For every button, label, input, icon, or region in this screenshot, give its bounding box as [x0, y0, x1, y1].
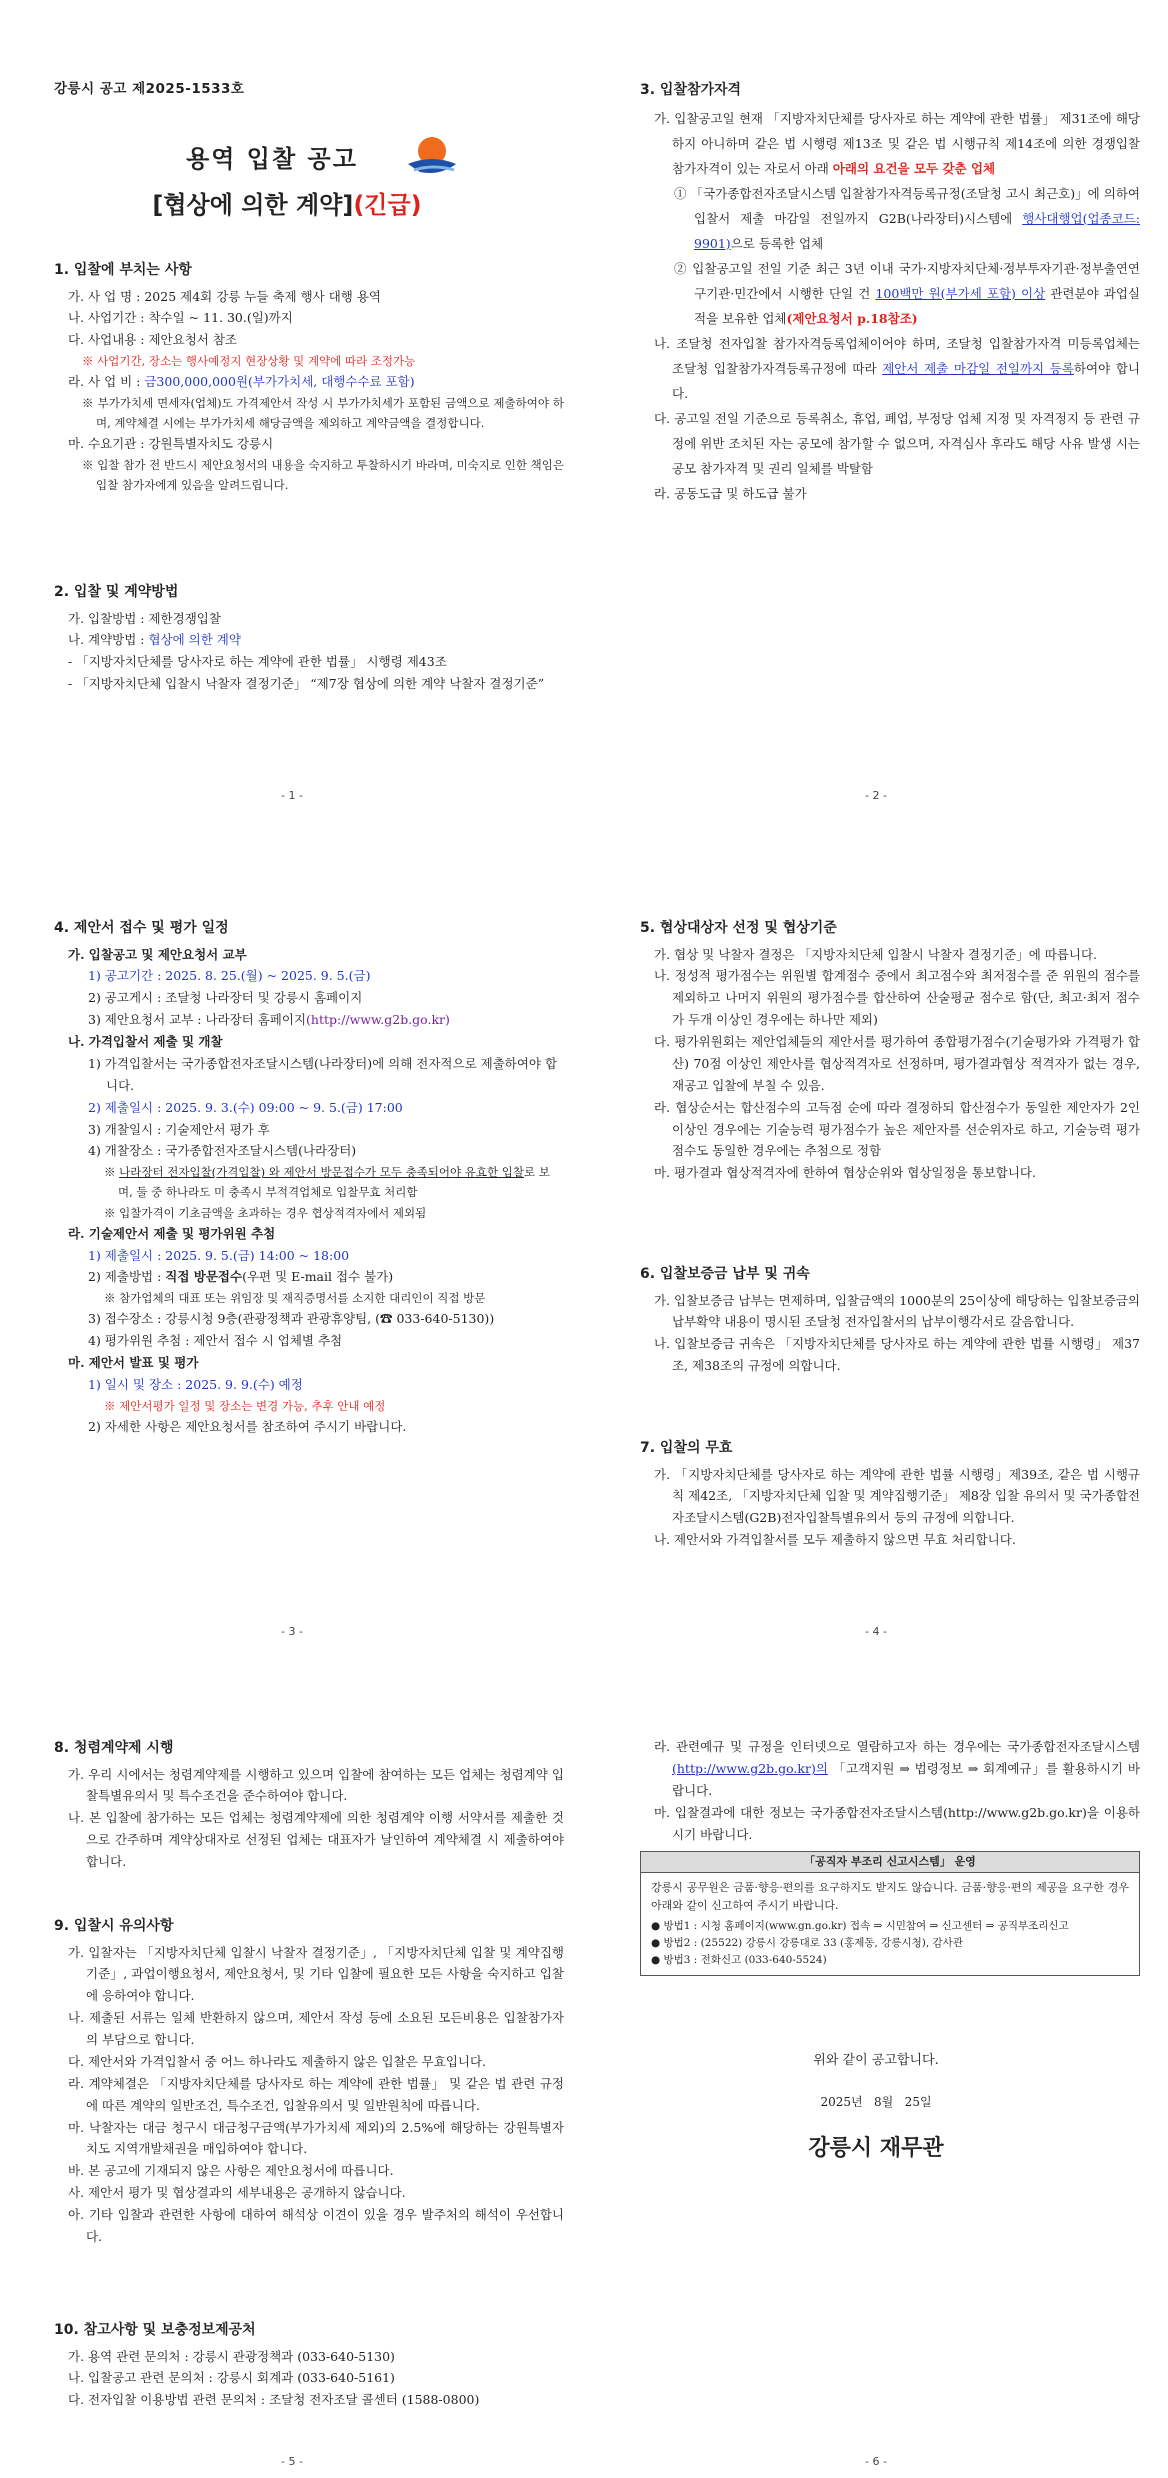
eligibility-a2-text: ② 입찰공고일 전일 기준 최근 3년 이내 국가·지방자치단체·정부투자기관·정부출연연구기관·민간에서 시행한 단일 건 [674, 260, 1140, 301]
caution-g: 사. 제안서 평가 및 협상결과의 세부내용은 공개하지 않습니다. [68, 2185, 406, 2201]
notice-period: 1) 공고기간 : 2025. 8. 25.(월) ~ 2025. 9. 5.(금) [88, 968, 371, 984]
section-title: 2. 입찰 및 계약방법 [54, 584, 179, 600]
page-2 [584, 0, 1168, 826]
submission-method-value: 직접 방문접수 [165, 1269, 243, 1285]
caution-b: 나. 제출된 서류는 일체 반환하지 않으며, 제안서 작성 등에 소요된 모든비용은 입찰참가자의 부담으로 합니다. [68, 2010, 564, 2047]
eligibility-a1 [674, 181, 1140, 256]
criteria-reference: - 「지방자치단체 입찰시 낙찰자 결정기준」 “제7장 협상에 의한 계약 낙찰자 결정기준” [68, 676, 545, 692]
page-number: - 6 - [865, 2455, 887, 2468]
caution-a: 가. 입찰자는 「지방자치단체 입찰시 낙찰자 결정기준」, 「지방자치단체 입찰 및 계약집행기준」, 과업이행요청서, 제안요청서, 및 기타 입찰에 필요한 모든 사항을 숙지하고 입찰에 응하여야 합니다. [68, 1944, 564, 2004]
submission-method [88, 1266, 564, 1288]
schedule-d: 마. 제안서 발표 및 평가 [68, 1355, 199, 1371]
budget-label: 라. 사 업 비 : [68, 374, 145, 390]
note-mark: ※ [104, 1165, 120, 1180]
reference-d-text: 라. 관련예규 및 규정을 인터넷으로 열람하고자 하는 경우에는 국가종합전자조달시스템 [654, 1739, 1140, 1754]
invalid-b: 나. 제안서와 가격입찰서를 모두 제출하지 않으면 무효 처리합니다. [654, 1532, 1016, 1548]
page-title: 용역 입찰 공고 [186, 145, 358, 173]
performance-amount: 100백만 원(부가세 포함) 이상 [875, 285, 1046, 301]
section-4 [54, 916, 564, 1438]
page-number: - 1 - [281, 789, 303, 802]
price-bid-submission: 1) 가격입찰서는 국가종합전자조달시스템(나라장터)에 의해 전자적으로 제출하여야 합니다. [88, 1055, 558, 1093]
registration-deadline: 제안서 제출 마감일 전일까지 등록 [882, 360, 1074, 376]
schedule-change-note: ※ 제안서평가 일정 및 장소는 변경 가능, 추후 안내 예정 [104, 1398, 386, 1413]
closing-text: 위와 같이 공고합니다. [813, 2053, 939, 2068]
valid-bid-underline: 나라장터 전자입찰(가격입찰) 와 제안서 방문접수가 모두 충족되어야 유효한 입찰 [119, 1165, 524, 1180]
section-title: 4. 제안서 접수 및 평가 일정 [54, 920, 229, 936]
eligibility-c: 다. 공고일 전일 기준으로 등록취소, 휴업, 폐업, 부정당 업체 지정 및 자격정지 등 관련 규정에 위반 조치된 자는 공모에 참가할 수 없으며, 자격심사 후라도 해당 사유 발생 시는 공모 참가자격 및 권리 일체를 박탈함 [654, 410, 1140, 476]
contact-notice: 나. 입찰공고 관련 문의처 : 강릉시 회계과 (033-640-5161) [68, 2370, 395, 2386]
announce-date: 2025년 8월 25일 [820, 2095, 932, 2109]
eligibility-a [654, 106, 1140, 181]
eligibility-d: 라. 공동도급 및 하도급 불가 [654, 485, 807, 501]
proposal-ref: (제안요청서 p.18참조) [786, 310, 918, 326]
eligibility-a2-mid: 관련분야 과업실적을 보유한 업체 [694, 285, 1140, 326]
presentation-date: 1) 일시 및 장소 : 2025. 9. 9.(수) 예정 [88, 1377, 303, 1392]
submission-method-tail: (우편 및 E-mail 접수 불가) [242, 1269, 394, 1285]
reference-e: 마. 입찰결과에 대한 정보는 국가종합전자조달시스템(http://www.g2b.go.kr)을 이용하시기 바랍니다. [654, 1804, 1140, 1842]
reference-d [654, 1736, 1140, 1802]
report-system-box [640, 1851, 1140, 1975]
details-ref: 2) 자세한 사항은 제안요청서를 참조하여 주시기 바랍니다. [88, 1419, 407, 1434]
signer: 강릉시 재무관 [808, 2136, 944, 2161]
report-method-1: ● 방법1 : 시청 홈페이지(www.gn.go.kr) 접속 ⇒ 시민참여 ⇒ 신고센터 ⇒ 공직부조리신고 [651, 1920, 1069, 1933]
caution-e: 마. 낙찰자는 대금 청구시 대금청구금액(부가가치세 제외)의 2.5%에 해당하는 강원특별자치도 지역개발채권을 매입하여야 합니다. [68, 2119, 564, 2157]
client-org: 마. 수요기관 : 강원특별자치도 강릉시 [68, 436, 274, 452]
industry-code: 행사대행업(업종코드: 9901) [694, 210, 1140, 251]
negotiation-e: 마. 평가결과 협상적격자에 한하여 협상순위와 협상일정을 통보합니다. [654, 1165, 1036, 1181]
project-content: 다. 사업내용 : 제안요청서 참조 [68, 332, 237, 348]
rfp-distribution [88, 1009, 564, 1031]
page-subtitle [0, 184, 584, 226]
eligibility-a-text: 가. 입찰공고일 현재 「지방자치단체를 당사자로 하는 계약에 관한 법률」 제31조에 해당하지 아니하며 같은 법 시행령 제13조 및 같은 법 시행규칙 제14조에 의한 경쟁입찰 참가자격이 있는 자로서 아래 [654, 110, 1140, 176]
caution-h: 아. 기타 입찰과 관련한 사항에 대하여 해석상 이견이 있을 경우 발주처의 해석이 우선합니다. [68, 2207, 564, 2244]
section-title: 5. 협상대상자 선정 및 협상기준 [640, 920, 837, 936]
eligibility-a1-text: ① 「국가종합전자조달시스템 입찰참가자격등록규정(조달청 고시 최근호)」에 의하여 입찰서 제출 마감일 전일까지 G2B(나라장터)시스템에 [674, 185, 1140, 226]
submission-place: 3) 접수장소 : 강릉시청 9층(관광정책과 관광휴양팀, (☎ 033-640-5130)) [88, 1311, 495, 1327]
rfp-distribution-text: 3) 제안요청서 교부 : 나라장터 홈페이지 [88, 1012, 307, 1028]
invalid-a: 가. 「지방자치단체를 당사자로 하는 계약에 관한 법률 시행령」제39조, 같은 법 시행규칙 제42조, 「지방자치단체 입찰 및 계약집행기준」 제8장 입찰 유의서 및 국가종합전자조달시스템(G2B)전자입찰특별유의서 등의 규정에 의합니다. [654, 1466, 1140, 1526]
contact-service: 가. 용역 관련 문의처 : 강릉시 관광정책과 (033-640-5130) [68, 2348, 395, 2364]
bidding-note: ※ 입찰 참가 전 반드시 제안요청서의 내용을 숙지하고 투찰하시기 바라며, 미숙지로 인한 책임은 입찰 참가자에게 있음을 알려드립니다. [82, 458, 564, 493]
section-title: 10. 참고사항 및 보충정보제공처 [54, 2322, 256, 2338]
report-box-body [641, 1873, 1139, 1975]
submission-method-label: 2) 제출방법 : [88, 1269, 166, 1285]
negotiation-d: 라. 협상순서는 합산점수의 고득점 순에 따라 결정하되 합산점수가 동일한 제안자가 2인 이상인 경우에는 기술능력 평가점수가 높은 제안자를 선순위자로 하고, 기술능력 평가점수도 동일한 경우에는 추첨으로 정함 [654, 1099, 1140, 1159]
opening-date: 3) 개찰일시 : 기술제안서 평가 후 [88, 1121, 270, 1137]
section-title: 8. 청렴계약제 시행 [54, 1740, 174, 1756]
eligibility-a1-tail: 으로 등록한 업체 [730, 235, 824, 251]
section-9 [54, 1914, 564, 2248]
schedule-a: 가. 입찰공고 및 제안요청서 교부 [68, 946, 247, 962]
eligibility-a-emphasis: 아래의 요건을 모두 갖춘 업체 [832, 160, 996, 176]
integrity-b: 나. 본 입찰에 참가하는 모든 업체는 청렴계약제에 의한 청렴계약 이행 서약서를 제출한 것으로 간주하며 계약상대자로 선정된 업체는 대표자가 날인하여 계약체결 시 제출하여야 합니다. [68, 1810, 564, 1869]
eligibility-b-text: 나. 조달청 전자입찰 참가자격등록업체이어야 하며, 조달청 입찰참가자격 미등록업체는 조달청 입찰참가자격등록규정에 따라 [654, 335, 1140, 376]
contract-type: [협상에 의한 계약] [152, 191, 354, 219]
vat-note: ※ 부가가치세 면세자(업체)도 가격제안서 작성 시 부가가치세가 포함된 금액으로 제출하여야 하며, 계약체결 시에는 부가가치세 해당금액을 제외하고 계약금액을 결정합니다. [82, 396, 564, 431]
section-8 [54, 1736, 564, 1873]
page-number: - 5 - [281, 2455, 303, 2468]
page-3 [0, 826, 584, 1652]
tech-proposal-date: 1) 제출일시 : 2025. 9. 5.(금) 14:00 ~ 18:00 [88, 1247, 350, 1263]
section-5 [640, 916, 1140, 1184]
page-number: - 2 - [865, 789, 887, 802]
project-budget [68, 371, 564, 393]
budget-value: 금300,000,000원(부가가치세, 대행수수료 포함) [144, 374, 415, 390]
page-4 [584, 826, 1168, 1652]
report-box-text: 강릉시 공무원은 금품·향응·편의를 요구하지도 받지도 않습니다. 금품·향응·편의 제공을 요구한 경우 아래와 같이 신고하여 주시기 바랍니다. [651, 1880, 1129, 1912]
page-6 [584, 1652, 1168, 2478]
law-reference: - 「지방자치단체를 당사자로 하는 계약에 관한 법률」 시행령 제43조 [68, 654, 447, 670]
negotiation-c: 다. 평가위원회는 제안업체들의 제안서를 평가하여 종합평가점수(기술평가와 가격평가 합산) 70점 이상인 제안사를 협상적격자로 선정하며, 평가결과협상 적격자가 없는 경우, 재공고 입찰에 부칠 수 있음. [654, 1034, 1140, 1093]
caution-f: 바. 본 공고에 기재되지 않은 사항은 제안요청서에 따릅니다. [68, 2163, 394, 2179]
reference-d-tail: 「고객지원 ⇒ 법령정보 ⇒ 회계예규」를 활용하시기 바랍니다. [672, 1760, 1140, 1798]
urgent-tag: (긴급) [353, 191, 422, 219]
caution-d: 라. 계약체결은 「지방자치단체를 당사자로 하는 계약에 관한 법률」 및 같은 법 관련 규정에 따른 계약의 일반조건, 특수조건, 입찰유의서 및 일반원칙에 따릅니다. [68, 2075, 564, 2113]
gangneung-logo-icon [404, 134, 460, 180]
project-name: 가. 사 업 명 : 2025 제4회 강릉 누들 축제 행사 대행 용역 [68, 288, 381, 304]
section-title: 7. 입찰의 무효 [640, 1440, 733, 1456]
eligibility-b-tail: 하여야 합니다. [672, 360, 1140, 401]
schedule-b: 나. 가격입찰서 제출 및 개찰 [68, 1034, 223, 1049]
section-title: 1. 입찰에 부치는 사항 [54, 262, 192, 278]
g2b-link[interactable]: (http://www.g2b.go.kr) [306, 1012, 450, 1028]
page-number: - 3 - [281, 1625, 303, 1638]
title-block [0, 138, 584, 226]
report-method-2: ● 방법2 : (25522) 강릉시 강릉대로 33 (홍제동, 강릉시청), 감사관 [651, 1936, 963, 1949]
evaluator-draw: 4) 평가위원 추첨 : 제안서 접수 시 업체별 추첨 [88, 1333, 343, 1349]
section-6 [640, 1262, 1140, 1377]
g2b-link[interactable]: (http://www.g2b.go.kr)의 [672, 1760, 828, 1776]
deposit-a: 가. 입찰보증금 납부는 면제하며, 입찰금액의 1000분의 25이상에 해당하는 입찰보증금의 납부확약 내용이 명시된 조달청 전자입찰서의 납부이행각서로 갈음합니다. [654, 1292, 1140, 1330]
price-bid-date: 2) 제출일시 : 2025. 9. 3.(수) 09:00 ~ 9. 5.(금) 17:00 [88, 1099, 403, 1115]
negotiation-a: 가. 협상 및 낙찰자 결정은 「지방자치단체 입찰시 낙찰자 결정기준」에 따릅니다. [654, 946, 1098, 962]
schedule-c: 라. 기술제안서 제출 및 평가위원 추첨 [68, 1225, 276, 1241]
page-1 [0, 0, 584, 826]
report-method-3: ● 방법3 : 전화신고 (033-640-5524) [651, 1953, 827, 1966]
project-period: 나. 사업기간 : 착수일 ~ 11. 30.(일)까지 [68, 310, 293, 326]
section-1 [54, 258, 564, 496]
section-title: 6. 입찰보증금 납부 및 귀속 [640, 1266, 810, 1282]
contact-callcenter: 다. 전자입찰 이용방법 관련 문의처 : 조달청 전자조달 콜센터 (1588-0800) [68, 2392, 480, 2408]
negotiation-b: 나. 정성적 평가점수는 위원별 합계점수 중에서 최고점수와 최저점수를 준 위원의 점수를 제외하고 나머지 위원의 평가점수를 합산하여 산술평균 점수로 함(단, 최고·최저 점수가 두개 이상인 경우에는 하나만 제외) [654, 968, 1140, 1028]
eligibility-b [654, 331, 1140, 406]
integrity-a: 가. 우리 시에서는 청렴계약제를 시행하고 있으며 입찰에 참여하는 모든 업체는 청렴계약 입찰특별유의서 및 특수조건을 준수하여야 합니다. [68, 1766, 564, 1804]
section-10-cont [640, 1736, 1140, 1976]
valid-bid-note [104, 1162, 564, 1202]
section-2 [54, 580, 564, 695]
announcement-number: 강릉시 공고 제2025-1533호 [54, 81, 245, 97]
section-7 [640, 1436, 1140, 1551]
caution-c: 다. 제안서와 가격입찰서 중 어느 하나라도 제출하지 않은 입찰은 무효입니다. [68, 2053, 487, 2069]
opening-place: 4) 개찰장소 : 국가종합전자조달시스템(나라장터) [88, 1143, 357, 1159]
deposit-b: 나. 입찰보증금 귀속은 「지방자치단체를 당사자로 하는 계약에 관한 법률 시행령」 제37조, 제38조의 규정에 의합니다. [654, 1336, 1140, 1374]
report-box-title: 「공직자 부조리 신고시스템」 운영 [641, 1852, 1139, 1873]
contract-method-value: 협상에 의한 계약 [148, 632, 241, 648]
page-number: - 4 - [865, 1625, 887, 1638]
period-note: ※ 사업기간, 장소는 행사예정지 현장상황 및 계약에 따라 조정가능 [82, 354, 416, 369]
section-10 [54, 2318, 564, 2411]
price-limit-note: ※ 입찰가격이 기초금액을 초과하는 경우 협상적격자에서 제외됨 [104, 1205, 427, 1220]
section-3 [640, 78, 1140, 506]
report-methods [651, 1918, 1129, 1968]
eligibility-a2 [674, 256, 1140, 331]
bid-method: 가. 입찰방법 : 제한경쟁입찰 [68, 610, 221, 626]
section-title: 3. 입찰참가자격 [640, 82, 742, 98]
visit-note: ※ 참가업체의 대표 또는 위임장 및 재직증명서를 소지한 대리인이 직접 방문 [104, 1291, 486, 1306]
contract-method-label: 나. 계약방법 : [68, 632, 149, 648]
page-5 [0, 1652, 584, 2478]
contract-method [68, 629, 564, 651]
section-title: 9. 입찰시 유의사항 [54, 1918, 174, 1934]
valid-bid-tail: 로 보며, 둘 중 하나라도 미 충족시 부적격업체로 입찰무효 처리함 [118, 1165, 550, 1200]
notice-posting: 2) 공고게시 : 조달청 나라장터 및 강릉시 홈페이지 [88, 990, 363, 1006]
